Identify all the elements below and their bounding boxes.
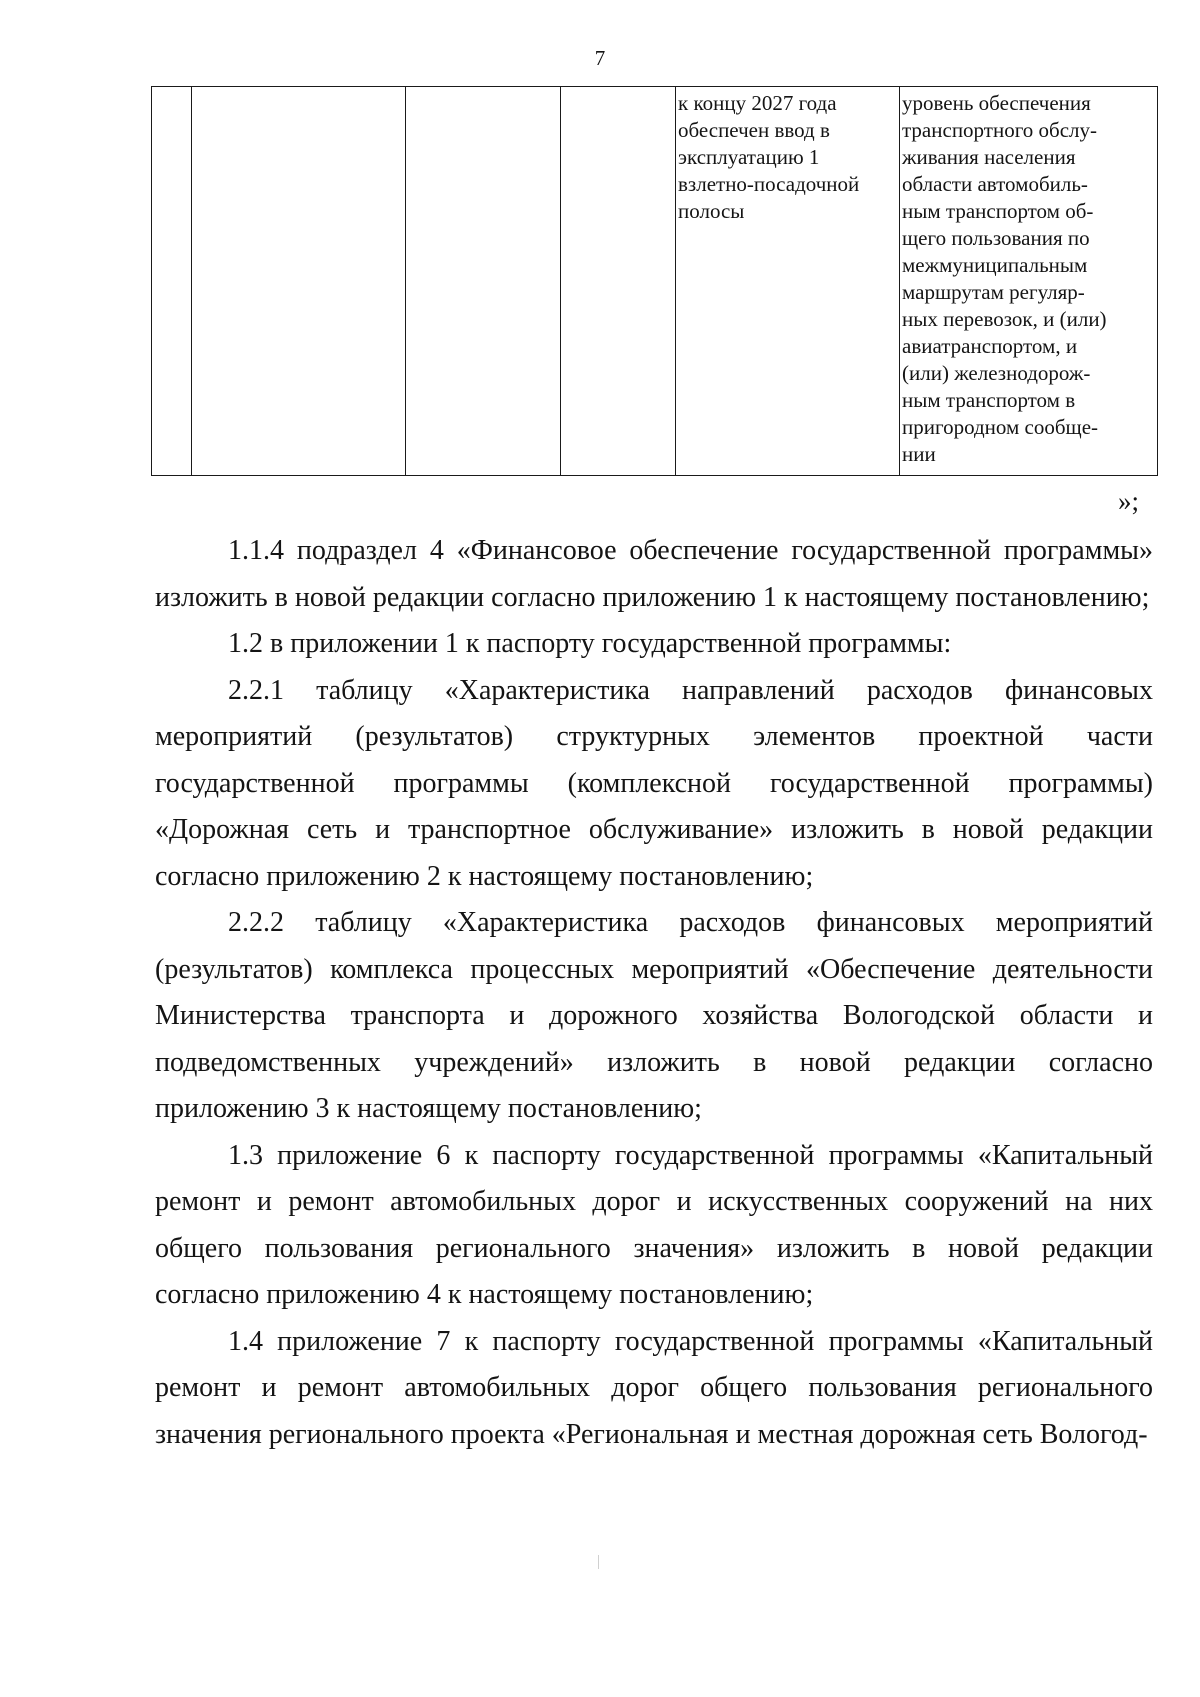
result-text: к концу 2027 года обеспечен ввод в эксплуатацию 1 взлетно-посадочной полосы (678, 91, 860, 223)
closing-quote: »; (1118, 486, 1140, 516)
table-cell-name (192, 87, 406, 476)
paragraph-1-2: 1.2 в приложении 1 к паспорту государственной программы: (228, 628, 952, 659)
scan-artifact (598, 1555, 599, 1569)
paragraph-1-4: 1.4 приложение 7 к паспорту государственной программы «Капитальный ремонт и ремонт автомобильных дорог общего пользования регионального значения регионального проекта «Региональная и местная дорожная сеть Вологод- (155, 1325, 1153, 1450)
table-cell-result (676, 87, 900, 476)
page-number: 7 (594, 46, 606, 70)
table-cell-indicator (900, 87, 1158, 476)
document-body (155, 528, 1153, 1458)
paragraph-1-3: 1.3 приложение 6 к паспорту государственной программы «Капитальный ремонт и ремонт автомобильных дорог и искусственных сооружений на них общего пользования регионального значения» изложить в новой редакции согласно приложению 4 к настоящему постановлению; (155, 1139, 1153, 1310)
paragraph-2-2-2: 2.2.2 таблицу «Характеристика расходов финансовых мероприятий (результатов) комплекса процессных мероприятий «Обеспечение деятельности Министерства транспорта и дорожного хозяйства Вологодской области и подведомственных учреждений» изложить в новой редакции согласно приложению 3 к настоящему постановлению; (155, 907, 1153, 1124)
paragraph-1-1-4: 1.1.4 подраздел 4 «Финансовое обеспечение государственной программы» изложить в новой редакции согласно приложению 1 к настоящему постановлению; (155, 535, 1153, 613)
table-cell-amount (561, 87, 676, 476)
indicator-table (151, 86, 1158, 476)
table-cell-number (152, 87, 192, 476)
table-cell-type (406, 87, 561, 476)
table-row (152, 87, 1158, 476)
paragraph-2-2-1: 2.2.1 таблицу «Характеристика направлений расходов финансовых мероприятий (результатов) структурных элементов проектной части государственной программы (комплексной государственной программы) «Дорожная сеть и транспортное обслуживание» изложить в новой редакции согласно приложению 2 к настоящему постановлению; (155, 674, 1153, 892)
indicator-text: уровень обеспечения транспортного обслу- живания населения области автомобиль- ным транспортом об- щего пользования по межмуниципальным маршрутам регуляр- ных перевозок, и (или) авиатранспортом, и (или) железнодорож- ным транспортом в пригородном сообще- нии (902, 91, 1107, 466)
